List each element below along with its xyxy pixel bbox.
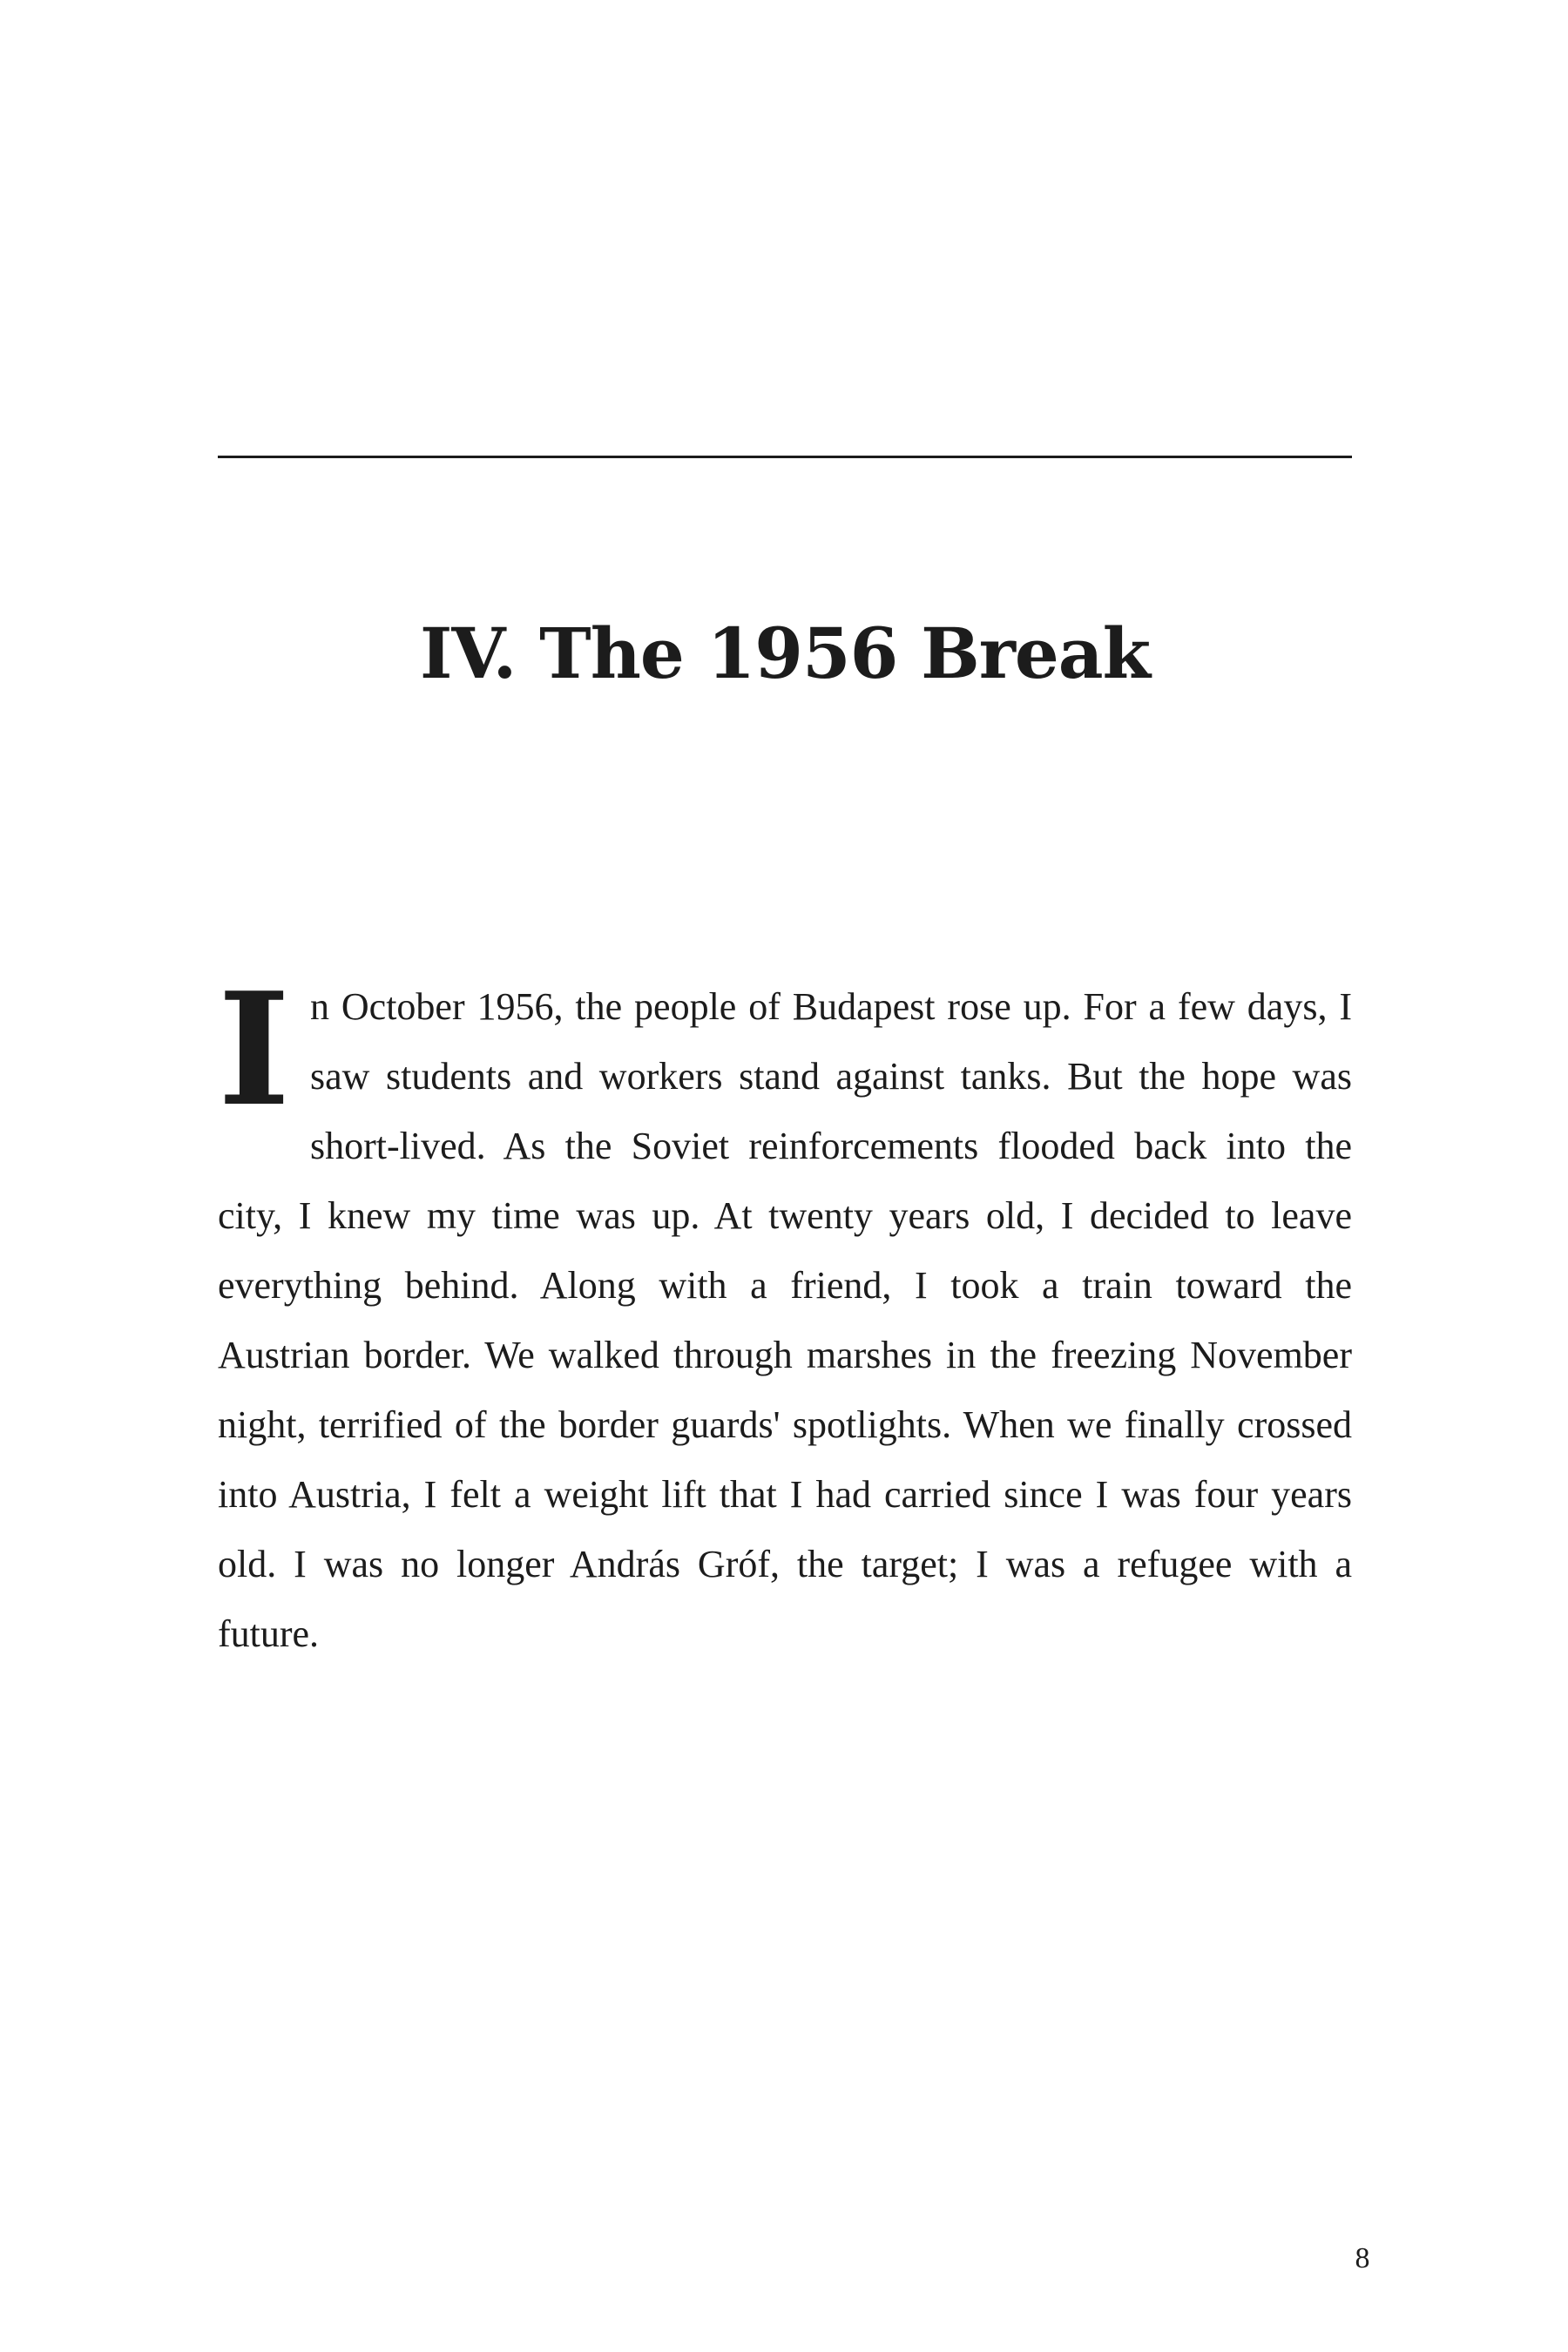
body-paragraph: [218, 958, 1352, 1669]
page-number: 8: [1355, 2242, 1370, 2274]
paragraph-text: n October 1956, the people of Budapest rose up. For a few days, I saw students and workers stand against tanks. But the hope was short-lived. As the Soviet reinforcements flooded back into the city, I knew my time was up. At twenty years old, I decided to leave everything behind. Along with a friend, I took a train toward the Austrian border. We walked through marshes in the freezing November night, terrified of the border guards' spotlights. When we finally crossed into Austria, I felt a weight lift that I had carried since I was four years old. I was no longer András Gróf, the target; I was a refugee with a future.: [218, 985, 1352, 1655]
chapter-divider-rule: [218, 456, 1352, 458]
chapter-title: IV. The 1956 Break: [419, 612, 1151, 694]
drop-cap: I: [218, 958, 291, 1140]
